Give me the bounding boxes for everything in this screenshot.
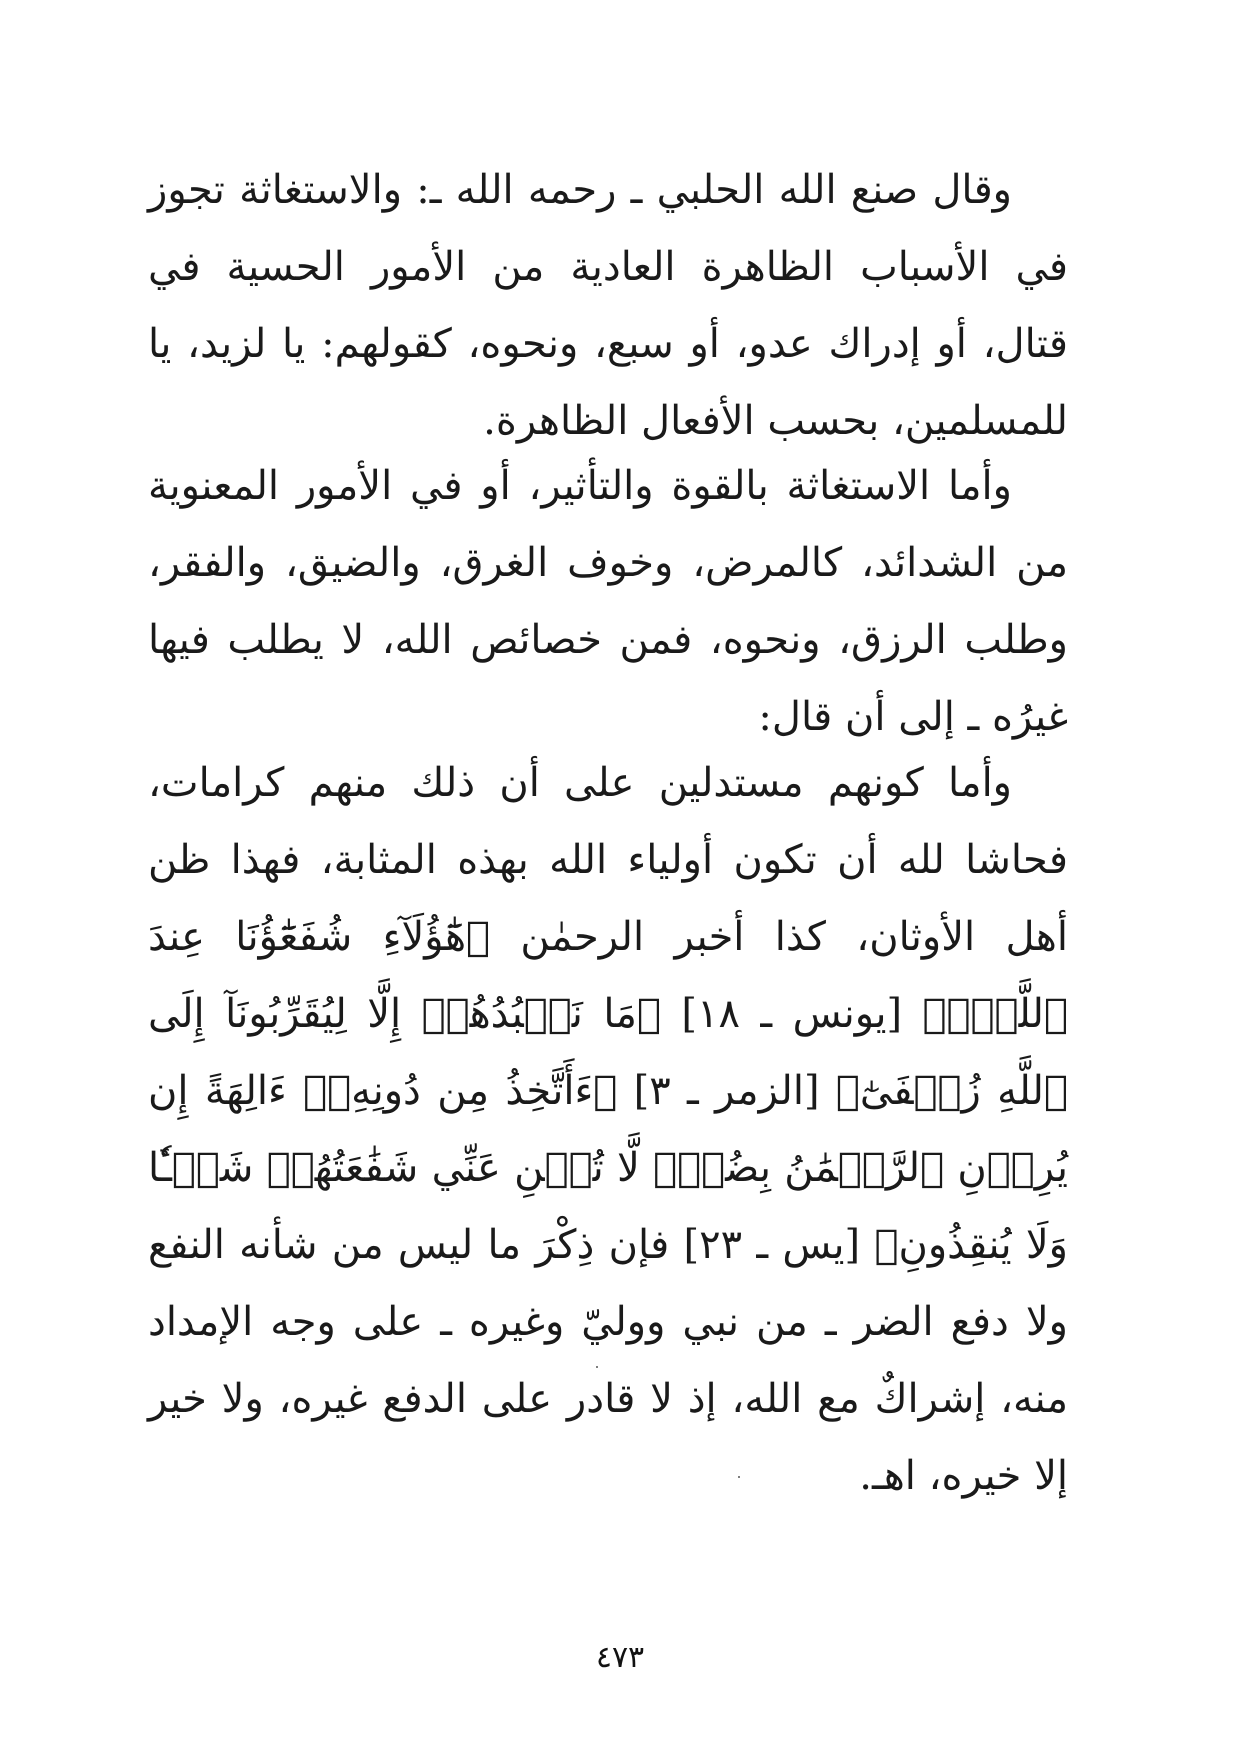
speck-mark [596, 1366, 598, 1368]
paragraph-2-text: وأما الاستغاثة بالقوة والتأثير، أو في الأمور المعنوية من الشدائد، كالمرض، وخوف الغرق، والضيق، والفقر، وطلب الرزق، ونحوه، فمن خصائص الله، لا يطلب فيها غيرُه ـ إلى أن قال: [148, 463, 1068, 740]
speck-mark [738, 1476, 740, 1478]
paragraph-1-text: وقال صنع الله الحلبي ـ رحمه الله ـ: والاستغاثة تجوز في الأسباب الظاهرة العادية من الأمور الحسية في قتال، أو إدراك عدو، أو سبع، ونحوه، كقولهم: يا لزيد، يا للمسلمين، بحسب الأفعال الظاهرة. [148, 167, 1068, 444]
page-number: ٤٧٣ [595, 1640, 645, 1675]
paragraph-1 [148, 152, 1068, 460]
paragraph-3-text: وأما كونهم مستدلين على أن ذلك منهم كرامات، فحاشا لله أن تكون أولياء الله بهذه المثابة، فهذا ظن أهل الأوثان، كذا أخبر الرحمٰن ﴿هَٰٓؤُلَآءِ شُفَعَٰٓؤُنَا عِندَ ٱللَّهِۚ﴾ [يونس ـ ١٨] ﴿مَا نَعۡبُدُهُمۡ إِلَّا لِيُقَرِّبُونَآ إِلَى ٱللَّهِ زُلۡفَىٰٓ﴾ [الزمر ـ ٣] ﴿ءَأَتَّخِذُ مِن دُونِهِۦٓ ءَالِهَةً إِن يُرِدۡنِ ٱلرَّحۡمَٰنُ بِضُرّٖ لَّا تُغۡنِ عَنِّي شَفَٰعَتُهُمۡ شَيۡـٔٗا وَلَا يُنقِذُونِ﴾ [يس ـ ٢٣] فإن ذِكْرَ ما ليس من شأنه النفع ولا دفع الضر ـ من نبي ووليّ وغيره ـ على وجه الإمداد منه، إشراكٌ مع الله، إذ لا قادر على الدفع غيره، ولا خير إلا خيره، اهـ. [148, 760, 1069, 1499]
paragraph-2 [148, 448, 1068, 756]
paragraph-3 [148, 745, 1068, 1515]
